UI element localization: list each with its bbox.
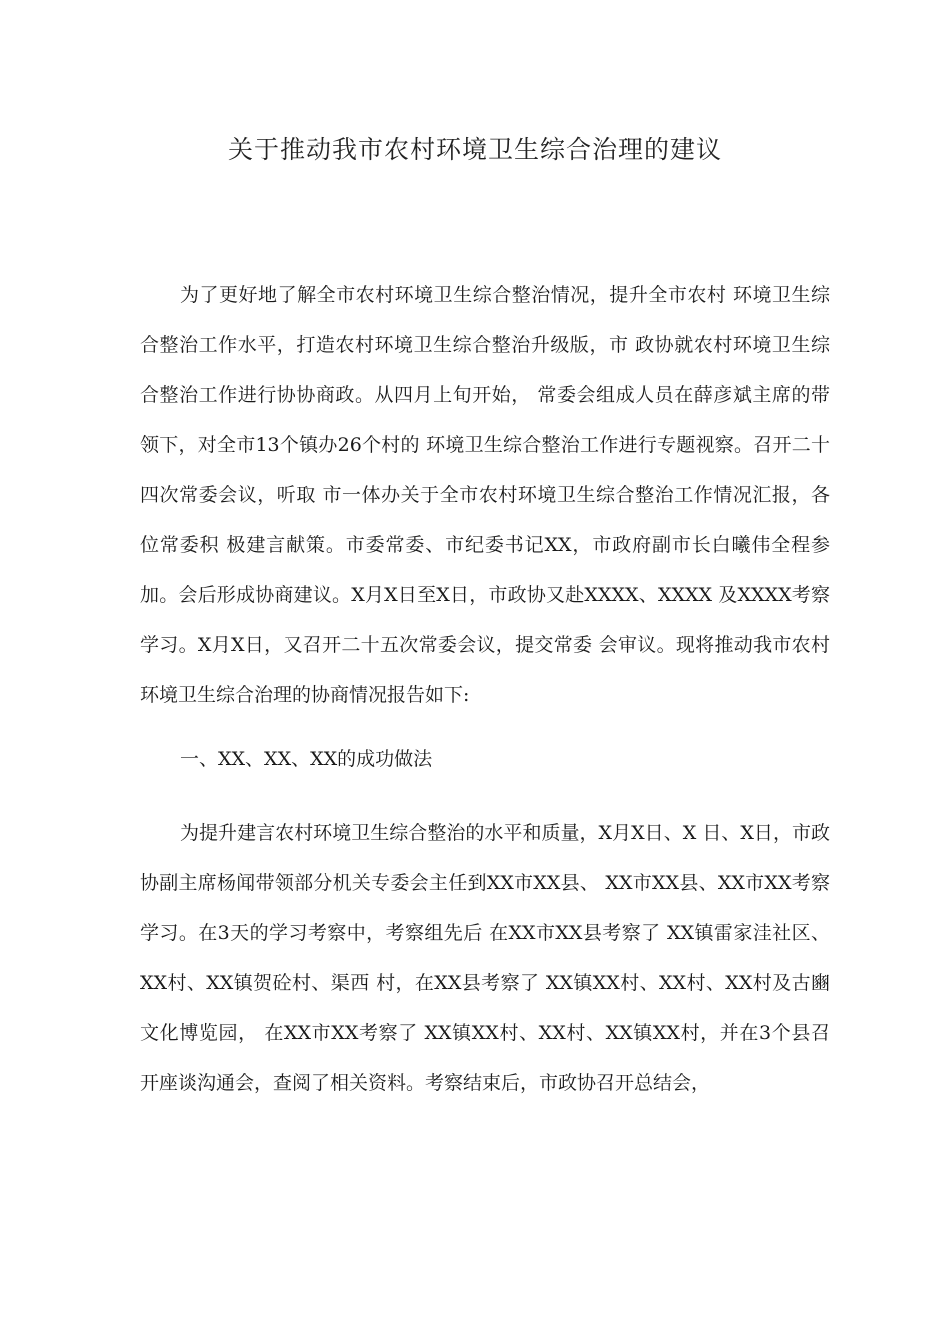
paragraph-section-1: 为提升建言农村环境卫生综合整治的水平和质量，X月X日、X 日、X日，市政协副主席杨闻带领部分机关专委会主任到XX市XX县、 XX市XX县、XX市XX考察学习。在3天的学习考察中，考察组先后 在XX市XX县考察了 XX镇雷家洼社区、XX村、XX镇贺砼村、渠西 村，在XX县考察了 XX镇XX村、XX村、XX村及古豳文化博览园， 在XX市XX考察了 XX镇XX村、XX村、XX镇XX村，并在3个县召 开座谈沟通会，查阅了相关资料。考察结束后，市政协召开总结会， [140,822,830,1094]
document-title: 关于推动我市农村环境卫生综合治理的建议 [227,135,722,164]
section-heading-1: 一、XX、XX、XX的成功做法 [180,748,433,770]
paragraph-intro: 为了更好地了解全市农村环境卫生综合整治情况，提升全市农村 环境卫生综合整治工作水平，打造农村环境卫生综合整治升级版，市 政协就农村环境卫生综合整治工作进行协协商政。从四月上旬开始， 常委会组成人员在薛彦斌主席的带领下，对全市13个镇办26个村的 环境卫生综合整治工作进行专题视察。召开二十四次常委会议，听取 市一体办关于全市农村环境卫生综合整治工作情况汇报，各位常委积 极建言献策。市委常委、市纪委书记XX，市政府副市长白曦伟全程参加。会后形成协商建议。X月X日至X日，市政协又赴XXXX、XXXX 及XXXX考察学习。X月X日，又召开二十五次常委会议，提交常委 会审议。现将推动我市农村环境卫生综合治理的协商情况报告如下: [140,284,830,706]
